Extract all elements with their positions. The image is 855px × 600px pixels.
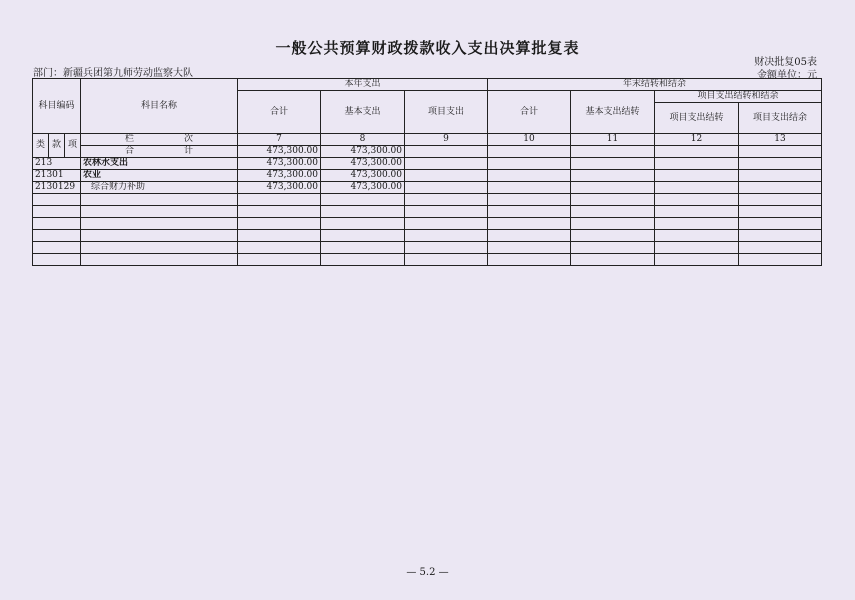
lanci-a: 栏: [124, 134, 134, 144]
department-label: 部门：新疆兵团第九师劳动监察大队: [33, 68, 193, 79]
heji-a: 合: [124, 146, 134, 156]
table-row: [33, 158, 822, 170]
column-number: 13: [739, 134, 822, 146]
header-current-year: 本年支出: [238, 79, 488, 91]
header-lei: 类: [33, 134, 49, 158]
row-total: 473,300.00: [238, 170, 321, 182]
row-total: 473,300.00: [238, 182, 321, 194]
header-project-carryover: 项目支出结转: [655, 103, 739, 134]
form-code: 财决批复05表: [754, 57, 817, 68]
table-row: [33, 182, 822, 194]
row-name: 综合财力补助: [81, 182, 238, 194]
row-code: 213: [33, 158, 81, 170]
heji-cell: [81, 146, 238, 158]
row-code: 2130129: [33, 182, 81, 194]
row-total: 473,300.00: [238, 158, 321, 170]
amount-unit: 金额单位：元: [757, 70, 817, 81]
lanci-b: 次: [184, 134, 194, 144]
header-total: 合计: [238, 91, 321, 134]
lanci-cell: [81, 134, 238, 146]
total-row-basic: 473,300.00: [321, 146, 405, 158]
column-number: 12: [655, 134, 739, 146]
table-row: [33, 170, 822, 182]
header-ye-total: 合计: [488, 91, 571, 134]
empty-row: [33, 242, 822, 254]
header-year-end: 年末结转和结余: [488, 79, 822, 91]
row-basic: 473,300.00: [321, 182, 405, 194]
header-kuan: 款: [49, 134, 65, 158]
column-number: 10: [488, 134, 571, 146]
row-name: 农业: [81, 170, 238, 182]
header-project-carry: 项目支出结转和结余: [655, 91, 822, 103]
header-basic: 基本支出: [321, 91, 405, 134]
header-basic-carry: 基本支出结转: [571, 91, 655, 134]
empty-row: [33, 206, 822, 218]
header-code: 科目编码: [33, 79, 81, 134]
total-row: [33, 146, 822, 158]
row-basic: 473,300.00: [321, 158, 405, 170]
column-number: 7: [238, 134, 321, 146]
empty-row: [33, 218, 822, 230]
empty-row: [33, 254, 822, 266]
page-title: 一般公共预算财政拨款收入支出决算批复表: [275, 39, 580, 57]
column-number-row: [33, 134, 822, 146]
header-name: 科目名称: [81, 79, 238, 134]
total-row-total: 473,300.00: [238, 146, 321, 158]
header-row-1: [33, 79, 822, 91]
row-code: 21301: [33, 170, 81, 182]
empty-row: [33, 194, 822, 206]
header-project-balance: 项目支出结余: [739, 103, 822, 134]
column-number: 9: [405, 134, 488, 146]
approval-table: [32, 78, 822, 266]
column-number: 8: [321, 134, 405, 146]
column-number: 11: [571, 134, 655, 146]
header-project: 项目支出: [405, 91, 488, 134]
row-name: 农林水支出: [81, 158, 238, 170]
empty-row: [33, 230, 822, 242]
page-number: — 5.2 —: [406, 567, 449, 578]
heji-b: 计: [184, 146, 194, 156]
row-basic: 473,300.00: [321, 170, 405, 182]
header-xiang: 项: [65, 134, 81, 158]
